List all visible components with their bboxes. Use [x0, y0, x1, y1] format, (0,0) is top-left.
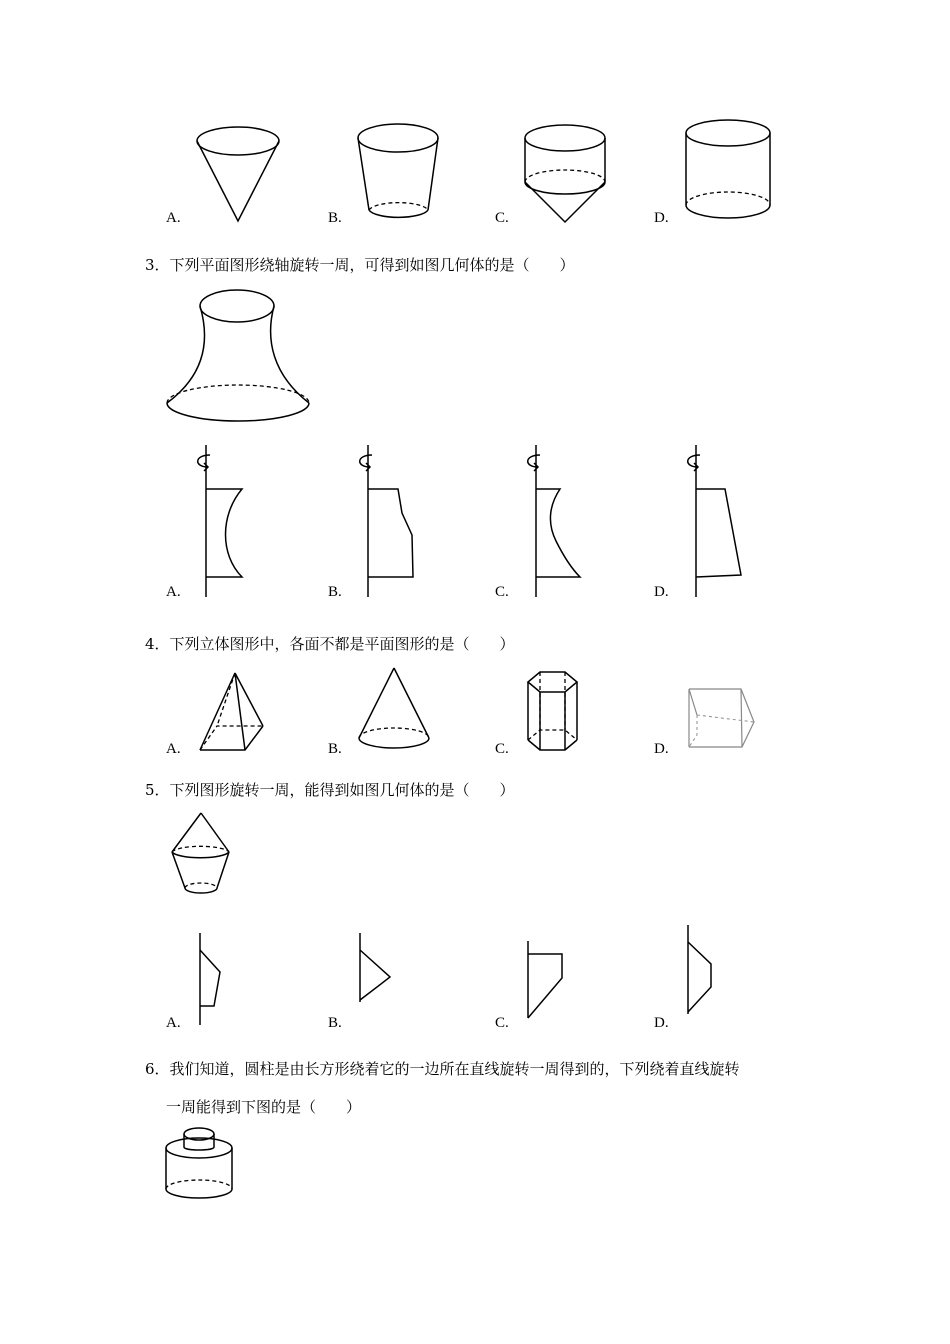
- q5-option-d-profile: [680, 922, 730, 1022]
- question-3-solid-figure: [165, 285, 355, 435]
- question-4-text: 4．下列立体图形中，各面不都是平面图形的是（ ）: [145, 635, 515, 653]
- q4-option-d-prism: [685, 685, 765, 755]
- q4-option-b-cone: [355, 665, 435, 760]
- question-5-solid-figure: [165, 810, 245, 900]
- option-label: D.: [654, 741, 669, 757]
- option-label: A.: [166, 741, 181, 757]
- question-5-text: 5．下列图形旋转一周，能得到如图几何体的是（ ）: [145, 781, 515, 799]
- question-6-solid-figure: [163, 1125, 243, 1205]
- option-label: A.: [166, 1015, 181, 1031]
- option-label: B.: [328, 584, 342, 600]
- option-figure-cone-inverted: [190, 120, 290, 230]
- question-6-text-line-2: 一周能得到下图的是（ ）: [166, 1098, 362, 1116]
- option-label: C.: [495, 1015, 509, 1031]
- option-label: C.: [495, 741, 509, 757]
- option-label: B.: [328, 210, 342, 226]
- q3-option-a-profile: [190, 445, 260, 605]
- option-label: B.: [328, 1015, 342, 1031]
- q5-option-c-profile: [520, 938, 570, 1023]
- option-label: A.: [166, 210, 181, 226]
- option-label: C.: [495, 210, 509, 226]
- question-3-text: 3．下列平面图形绕轴旋转一周，可得到如图几何体的是（ ）: [145, 256, 575, 274]
- option-label: C.: [495, 584, 509, 600]
- option-label: B.: [328, 741, 342, 757]
- q4-option-c-hexagonal-prism: [525, 668, 585, 758]
- q5-option-a-profile: [190, 930, 240, 1030]
- option-figure-frustum-cup: [350, 118, 450, 228]
- option-label: D.: [654, 584, 669, 600]
- q3-option-d-profile: [680, 445, 760, 605]
- option-label: A.: [166, 584, 181, 600]
- q5-option-b-profile: [352, 930, 402, 1030]
- option-figure-cylinder: [680, 115, 780, 230]
- q3-option-c-profile: [520, 445, 600, 605]
- option-figure-cylinder-with-cone: [520, 120, 620, 230]
- q3-option-b-profile: [352, 445, 432, 605]
- option-label: D.: [654, 210, 669, 226]
- question-6-text-line-1: 6．我们知道，圆柱是由长方形绕着它的一边所在直线旋转一周得到的，下列绕着直线旋转: [145, 1060, 740, 1078]
- q4-option-a-pyramid: [195, 668, 275, 758]
- option-label: D.: [654, 1015, 669, 1031]
